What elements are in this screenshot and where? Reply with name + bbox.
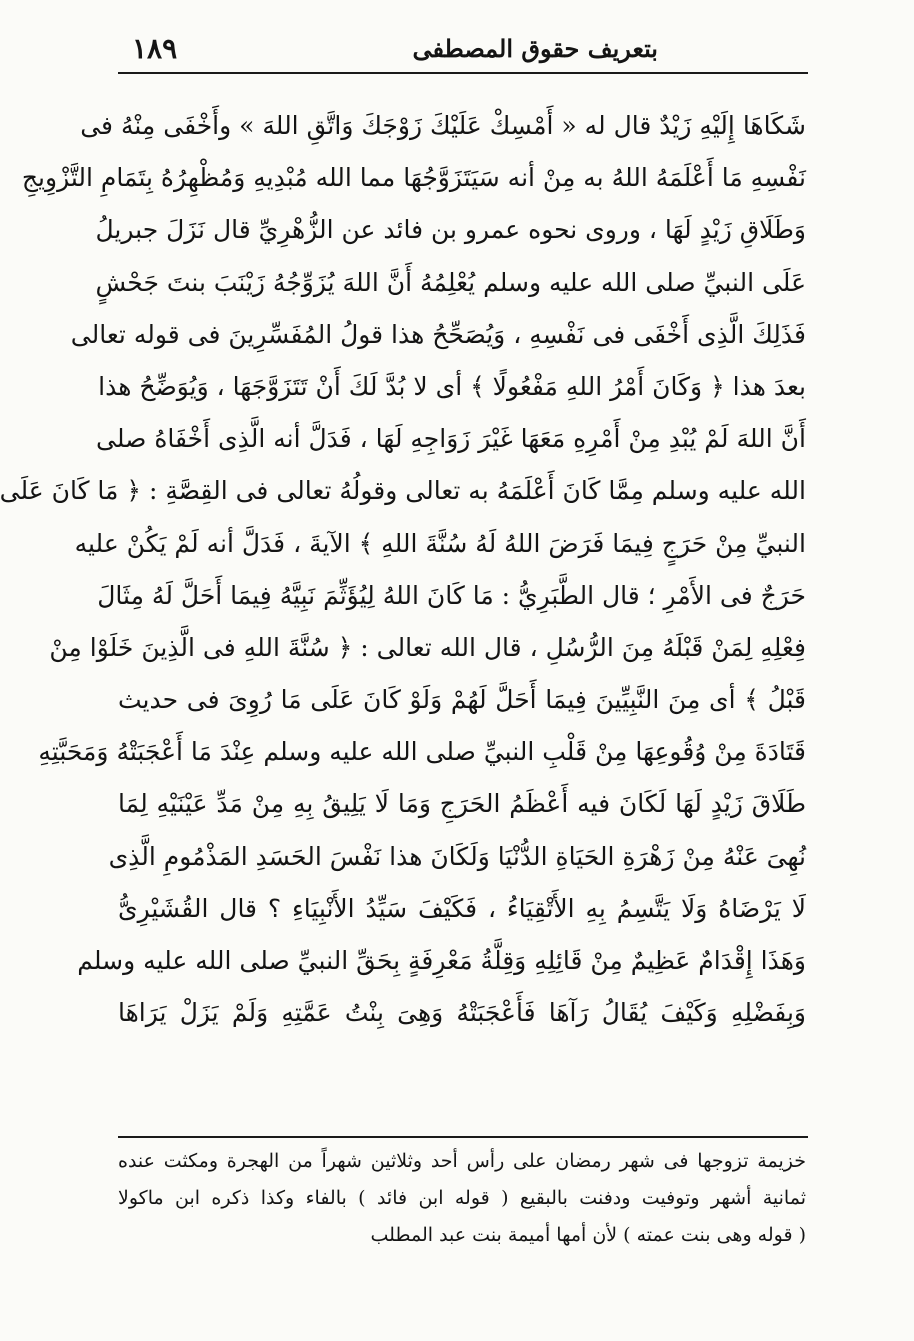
footnotes xyxy=(118,1143,806,1254)
text-line: عَلَى النبيِّ صلى الله عليه وسلم يُعْلِمُهُ أَنَّ اللهَ يُزَوِّجُهُ زَيْنَبَ بنتَ جَحْشٍ xyxy=(95,267,806,297)
main-text xyxy=(0,100,806,1039)
text-line: فِعْلِهِ لِمَنْ قَبْلَهُ مِنَ الرُّسُلِ ، قال الله تعالى : ﴿ سُنَّةَ اللهِ فى الَّذِينَ خَلَوْا مِنْ xyxy=(49,632,806,662)
running-title: بتعريف حقوق المصطفى xyxy=(412,34,658,63)
running-header xyxy=(118,28,808,74)
text-line: أَنَّ اللهَ لَمْ يُبْدِ مِنْ أَمْرِهِ مَعَهَا غَيْرَ زَوَاجِهِ لَهَا ، فَدَلَّ أنه الَّذِى أَخْفَاهُ صلى xyxy=(96,424,806,454)
text-line: بعدَ هذا ﴿ وَكَانَ أَمْرُ اللهِ مَفْعُولًا ﴾ أى لا بُدَّ لَكَ أَنْ تَتَزَوَّجَهَا ، وَيُوَضِّحُ هذا xyxy=(98,371,806,401)
footnote-line: ( قوله وهى بنت عمته ) لأن أمها أميمة بنت عبد المطلب xyxy=(370,1224,806,1246)
text-line: نُهِىَ عَنْهُ مِنْ زَهْرَةِ الحَيَاةِ الدُّنْيَا وَلَكَانَ هذا نَفْسَ الحَسَدِ المَذْمُومِ الَّذِى xyxy=(108,841,806,871)
text-line: قَتَادَةَ مِنْ وُقُوعِهَا مِنْ قَلْبِ النبيِّ صلى الله عليه وسلم عِنْدَ مَا أَعْجَبَتْهُ وَمَحَبَّتِهِ xyxy=(38,737,806,767)
text-line: فَذَلِكَ الَّذِى أَخْفَى فى نَفْسِهِ ، وَيُصَحِّحُ هذا قولُ المُفَسِّرِينَ فى قوله تعالى xyxy=(70,319,806,349)
footnote-line: خزيمة تزوجها فى شهر رمضان على رأس أحد وثلاثين شهراً من الهجرة ومكثت عنده xyxy=(118,1150,806,1172)
text-line: وَطَلَاقِ زَيْدٍ لَهَا ، وروى نحوه عمرو بن فائد عن الزُّهْرِيِّ قال نَزَلَ جبريلُ xyxy=(95,215,806,245)
text-line: وَهَذَا إِقْدَامٌ عَظِيمٌ مِنْ قَائِلِهِ وَقِلَّةُ مَعْرِفَةٍ بِحَقِّ النبيِّ صلى الله عليه وسلم xyxy=(77,946,806,975)
header-rule xyxy=(118,72,808,74)
text-line: لَا يَرْضَاهُ وَلَا يَتَّسِمُ بِهِ الأَتْقِيَاءُ ، فَكَيْفَ سَيِّدُ الأَنْبِيَاءِ ؟ قال القُشَيْرِىُّ xyxy=(118,893,806,923)
text-line: الله عليه وسلم مِمَّا كَانَ أَعْلَمَهُ به تعالى وقولُهُ تعالى فى القِصَّةِ : ﴿ مَا كَانَ عَلَى xyxy=(0,476,806,506)
text-line: نَفْسِهِ مَا أَعْلَمَهُ اللهُ به مِنْ أنه سَيَتَزَوَّجُهَا مما الله مُبْدِيهِ وَمُظْهِرُهُ بِتَمَامِ التَّزْوِيجِ xyxy=(21,163,806,193)
text-line: حَرَجٌ فى الأَمْرِ ؛ قال الطَّبَرِيُّ : مَا كَانَ اللهُ لِيُؤَثِّمَ نَبِيَّهُ فِيمَا أَحَلَّ لَهُ مِثَالَ xyxy=(97,580,806,610)
text-line: قَبْلُ ﴾ أى مِنَ النَّبِيِّينَ فِيمَا أَحَلَّ لَهُمْ وَلَوْ كَانَ عَلَى مَا رُوِىَ فى حديث xyxy=(118,685,806,715)
footnote-line: ثمانية أشهر وتوفيت ودفنت بالبقيع ( قوله ابن فائد ) بالفاء وكذا ذكره ابن ماكولا xyxy=(118,1187,806,1209)
text-line: وَبِفَضْلِهِ وَكَيْفَ يُقَالُ رَآهَا فَأَعْجَبَتْهُ وَهِىَ بِنْتُ عَمَّتِهِ وَلَمْ يَزَلْ يَرَاهَا xyxy=(118,998,806,1028)
text-line: النبيِّ مِنْ حَرَجٍ فِيمَا فَرَضَ اللهُ لَهُ سُنَّةَ اللهِ ﴾ الآيةَ ، فَدَلَّ أنه لَمْ يَكُنْ عليه xyxy=(74,528,806,558)
text-line: شَكَاهَا إِلَيْهِ زَيْدٌ قال له « أَمْسِكْ عَلَيْكَ زَوْجَكَ وَاتَّقِ اللهَ » وأَخْفَى مِنْهُ فى xyxy=(80,111,806,140)
text-line: طَلَاقَ زَيْدٍ لَهَا لَكَانَ فيه أَعْظَمُ الحَرَجِ وَمَا لَا يَلِيقُ بِهِ مِنْ مَدِّ عَيْنَيْهِ لِمَا xyxy=(118,789,806,819)
footnote-rule xyxy=(118,1136,808,1138)
page-number: ١٨٩ xyxy=(132,32,178,65)
